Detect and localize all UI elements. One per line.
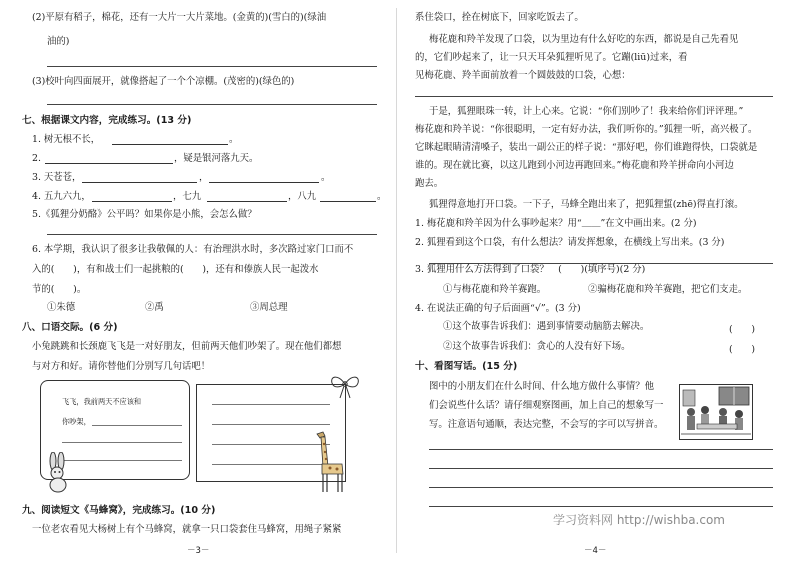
- reading-q4-option1: ①这个故事告诉我们：遇到事情要动脑筋去解决。: [443, 321, 650, 332]
- q10-title: 十、看图写话。(15 分): [415, 361, 518, 372]
- reading-q1: 1. 梅花鹿和羚羊因为什么事吵起来？用“＿＿”在文中画出来。(2 分): [415, 218, 697, 229]
- writing-line[interactable]: [429, 487, 773, 488]
- q7-3-mid: ，: [199, 172, 209, 183]
- story-p3-line2: 梅花鹿和羚羊说：“你很聪明，一定有好办法，我们听你的。”狐狸一听，高兴极了。: [415, 124, 758, 135]
- reading-q3-option1: ①与梅花鹿和羚羊赛跑。: [443, 284, 547, 295]
- answer-line[interactable]: [415, 96, 773, 97]
- story-p2-line3: 见梅花鹿、羚羊面前放着一个圆鼓鼓的口袋，心想：: [415, 70, 631, 81]
- q7-title: 七、根据课文内容，完成练习。(13 分): [22, 115, 192, 126]
- q8-line1: 小兔跳跳和长颈鹿飞飞是一对好朋友，但前两天他们吵架了。现在他们都想: [32, 341, 342, 352]
- q8-line2: 与对方和好。请你替他们分别写几句话吧！: [32, 361, 211, 372]
- answer-paren[interactable]: ( ): [729, 344, 756, 355]
- q8-title: 八、口语交际。(6 分): [22, 322, 118, 333]
- option-2: ②禹: [145, 302, 164, 313]
- writing-line[interactable]: [429, 449, 773, 450]
- q6-item3: (3)校叶向四面展开，就像搭起了一个个凉棚。(茂密的)(绿色的): [32, 76, 295, 87]
- page-4: [397, 0, 793, 561]
- q7-3-start: 3. 天苍苍，: [32, 172, 82, 183]
- watermark: 学习资料网 http://wishba.com: [553, 513, 725, 527]
- q7-2-end: ，疑是银河落九天。: [174, 153, 259, 164]
- bow-icon: [328, 372, 362, 400]
- story-p4: 狐狸得意地打开口袋。一下子，马蜂全跑出来了，把狐狸蜇(zhē)得直打滚。: [429, 199, 744, 210]
- card-line[interactable]: [62, 442, 182, 443]
- classroom-picture: [679, 384, 753, 440]
- option-1: ①朱德: [47, 302, 76, 313]
- q7-1-start: 1. 树无根不长，: [32, 134, 101, 145]
- reading-q4-option2: ②这个故事告诉我们：贪心的人没有好下场。: [443, 341, 631, 352]
- q7-4-start: 4. 五九六九，: [32, 191, 91, 202]
- rabbit-icon: [38, 452, 78, 494]
- q7-6-line2: 入的( )，有和战士们一起挑粮的( )，还有和傣族人民一起泼水: [32, 264, 319, 275]
- option-3: ③周总理: [250, 302, 288, 313]
- q7-5: 5.《狐狸分奶酪》公平吗？如果你是小熊，会怎么做？: [32, 209, 257, 220]
- q6-item2-line2: 油的): [47, 36, 70, 47]
- story-p2-line2: 的，它们吵起来了，让一只天耳朵狐狸听见了。它蹦(liū)过来，看: [415, 52, 688, 63]
- fill-blank[interactable]: [112, 144, 228, 145]
- q7-4-end: 。: [377, 191, 387, 202]
- card-text-line2: 你吵架，: [62, 417, 91, 426]
- story-p2-line1: 梅花鹿和羚羊发现了口袋，以为里边有什么好吃的东西，都说是自己先看见: [429, 34, 739, 45]
- card-line[interactable]: [212, 404, 330, 405]
- story-p3-line3: 它眯起眼睛清清嗓子，装出一副公正的样子说：“那好吧，你们谁跑得快，口袋就是: [415, 142, 758, 153]
- q7-2-start: 2.: [32, 153, 41, 164]
- reading-q3: 3. 狐狸用什么方法得到了口袋？ ( )(填序号)(2 分): [415, 264, 646, 275]
- q7-4-mid2: ，八九: [288, 191, 317, 202]
- fill-blank[interactable]: [209, 182, 319, 183]
- fill-blank[interactable]: [207, 201, 287, 202]
- fill-blank[interactable]: [320, 201, 376, 202]
- writing-line[interactable]: [429, 468, 773, 469]
- q10-line3: 写。注意语句通顺，表达完整，不会写的字可以写拼音。: [429, 419, 664, 430]
- q7-3-end: 。: [321, 172, 331, 183]
- q10-line2: 们会说些什么话？请仔细观察图画，加上自己的想象写一: [429, 400, 664, 411]
- q7-6-line3: 节的( )。: [32, 284, 87, 295]
- reading-q3-option2: ②骗梅花鹿和羚羊赛跑，把它们支走。: [588, 284, 748, 295]
- story-p1: 系住袋口，拴在树底下，回家吃饭去了。: [415, 12, 584, 23]
- page-3: [0, 0, 396, 561]
- q10-line1: 图中的小朋友们在什么时间、什么地方做什么事情？他: [429, 381, 655, 392]
- giraffe-icon: [310, 430, 350, 494]
- story-p3-line5: 跑去。: [415, 178, 444, 189]
- card-line[interactable]: [212, 424, 330, 425]
- fill-blank[interactable]: [82, 182, 197, 183]
- answer-paren[interactable]: ( ): [729, 324, 756, 335]
- q9-title: 九、阅读短文《马蜂窝》，完成练习。(10 分): [22, 505, 216, 516]
- writing-line[interactable]: [429, 506, 773, 507]
- reading-q4: 4. 在说法正确的句子后面画“√”。(3 分): [415, 303, 581, 314]
- q7-1-end: 。: [229, 134, 239, 145]
- q9-line1: 一位老农看见大杨树上有个马蜂窝，就拿一只口袋套住马蜂窝，用绳子紧紧: [32, 524, 342, 535]
- page-number: －4－: [584, 546, 607, 556]
- answer-line[interactable]: [47, 234, 377, 235]
- story-p3-line1: 于是，狐狸眼珠一转，计上心来。它说：“你们别吵了！我来给你们评评理。”: [429, 106, 744, 117]
- card-line[interactable]: [92, 425, 182, 426]
- answer-line[interactable]: [47, 66, 377, 67]
- fill-blank[interactable]: [92, 201, 172, 202]
- story-p3-line4: 谁的。现在就比赛，以这儿跑到小河边再跑回来。”梅花鹿和羚羊拼命向小河边: [415, 160, 734, 171]
- card-text-line1: 飞飞，我前两天不应该和: [62, 397, 142, 406]
- q7-6-line1: 6. 本学期，我认识了很多让我敬佩的人：有治理洪水时，多次路过家门口而不: [32, 244, 354, 255]
- fill-blank[interactable]: [45, 163, 173, 164]
- page-number: －3－: [187, 546, 210, 556]
- q7-4-mid1: ，七九: [173, 191, 202, 202]
- q6-item2-line1: (2)平原有稻子，棉花，还有一大片一大片菜地。(金黄的)(雪白的)(绿油: [32, 12, 327, 23]
- reading-q2: 2. 狐狸看到这个口袋，有什么想法？请发挥想象，在横线上写出来。(3 分): [415, 237, 725, 248]
- answer-line[interactable]: [47, 104, 377, 105]
- card-line[interactable]: [62, 460, 182, 461]
